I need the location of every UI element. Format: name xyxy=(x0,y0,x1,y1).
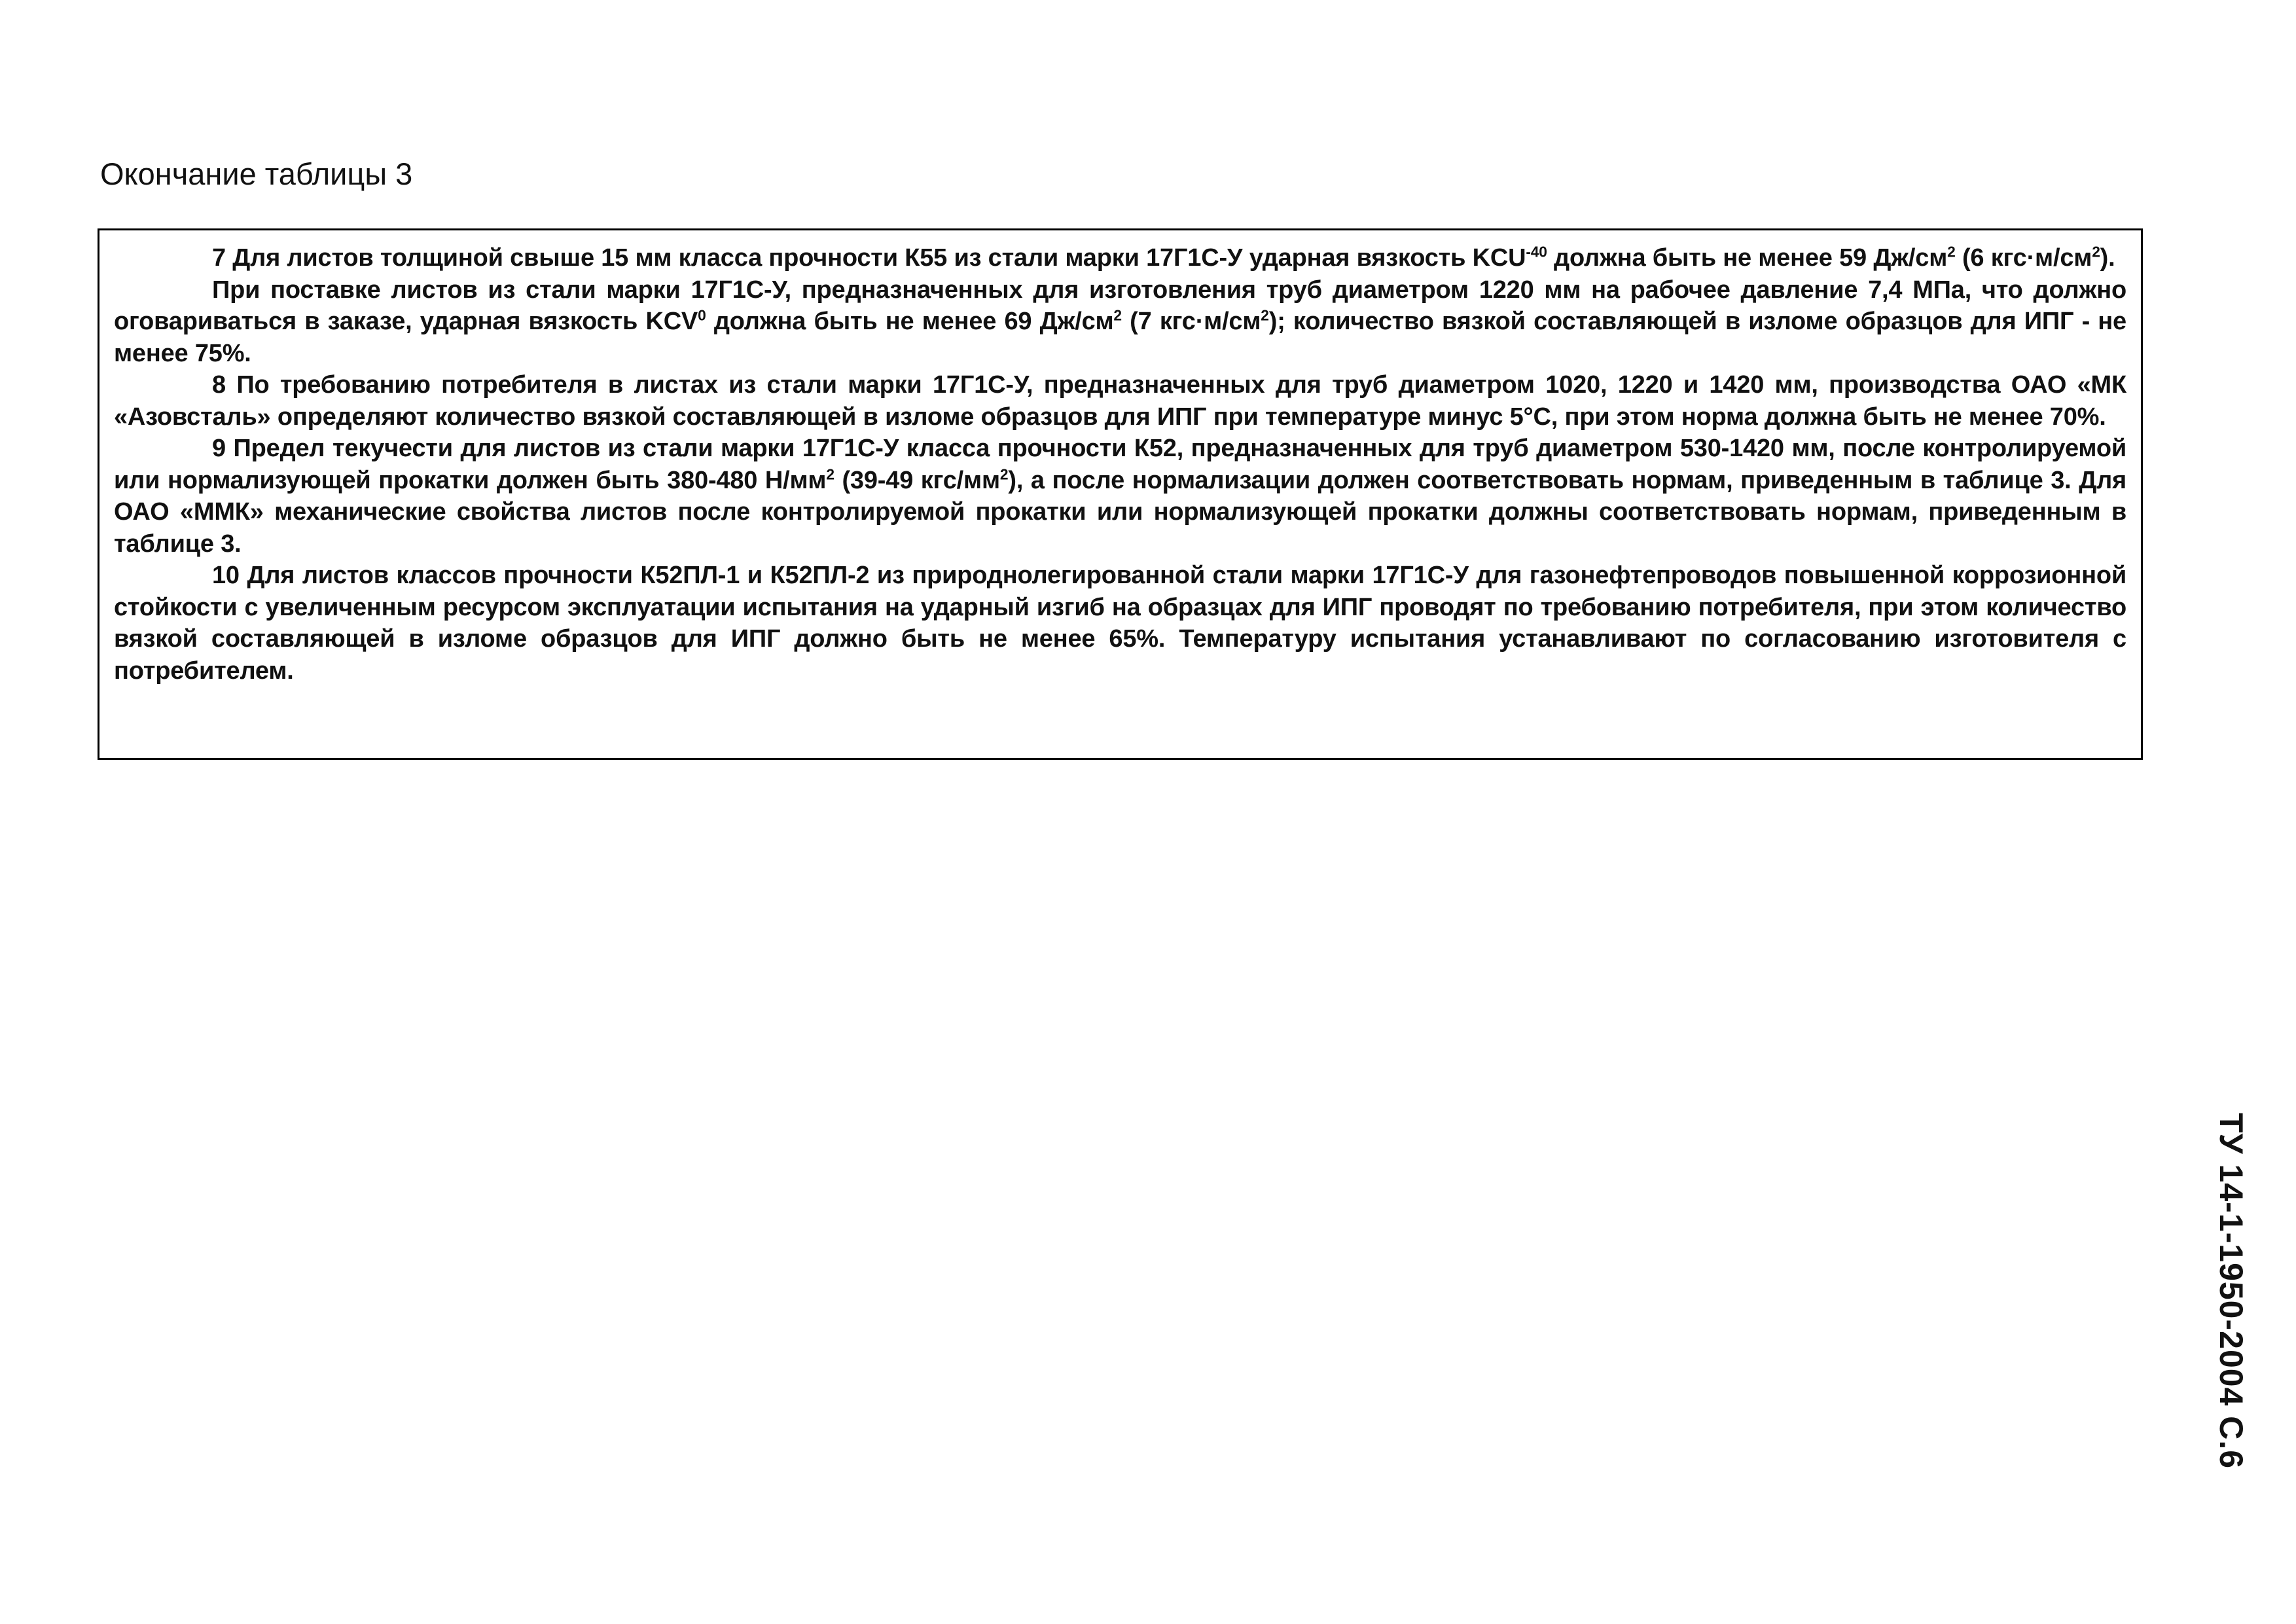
note-text: 9 Предел текучести для листов из стали марки 17Г1С-У класса прочности К52, предназначенных для труб диаметром 530-1420 мм, после контролируемой или нормализующей прокатки должен быть 380-480 Н/мм xyxy=(114,435,2126,494)
table-notes-box xyxy=(98,228,2143,760)
note-7b-paragraph xyxy=(114,274,2126,370)
note-text: ); количество вязкой составляющей в изломе образцов для ИПГ - не менее 75%. xyxy=(114,308,2126,367)
note-text: ), а после нормализации должен соответствовать нормам, приведенным в таблице 3. Для ОАО «ММК» механические свойства листов после контролируемой прокатки или нормализующей прокатки должны соответствовать нормам, приведенным в таблице 3. xyxy=(114,466,2126,558)
note-7-paragraph xyxy=(114,242,2126,274)
superscript: 2 xyxy=(2092,243,2100,261)
note-text: 10 Для листов классов прочности К52ПЛ-1 и К52ПЛ-2 из природнолегированной стали марки 17Г1С-У для газонефтепроводов повышенной коррозионной стойкости с увеличенным ресурсом эксплуатации испытания на ударный изгиб на образцах для ИПГ проводят по требованию потребителя, при этом количество вязкой составляющей в изломе образцов для ИПГ должно быть не менее 65%. Температуру испытания устанавливают по согласованию изготовителя с потребителем. xyxy=(114,562,2126,685)
superscript: 2 xyxy=(1947,243,1956,261)
note-9-paragraph xyxy=(114,433,2126,560)
note-text: При поставке листов из стали марки 17Г1С-У, предназначенных для изготовления труб диаметром 1220 мм на рабочее давление 7,4 МПа, что должно оговариваться в заказе, ударная вязкость KCV xyxy=(114,276,2126,335)
note-10-paragraph xyxy=(114,560,2126,687)
note-text: (39-49 кгс/мм xyxy=(834,466,1000,494)
superscript: 2 xyxy=(1261,306,1269,324)
note-text: (6 кгс·м/см xyxy=(1955,244,2092,272)
table-continuation-heading: Окончание таблицы 3 xyxy=(100,156,413,191)
superscript: 2 xyxy=(1113,306,1122,324)
superscript: -40 xyxy=(1526,243,1547,261)
note-text: (7 кгс·м/см xyxy=(1121,308,1261,335)
document-code-page-number: ТУ 14-1-1950-2004 С.6 xyxy=(2213,1113,2250,1470)
note-text: должна быть не менее 69 Дж/см xyxy=(706,308,1114,335)
note-text: должна быть не менее 59 Дж/см xyxy=(1547,244,1948,272)
superscript: 2 xyxy=(999,465,1009,482)
superscript: 2 xyxy=(826,465,834,482)
superscript: 0 xyxy=(698,306,706,324)
note-text: 7 Для листов толщиной свыше 15 мм класса прочности К55 из стали марки 17Г1С-У ударная вязкость KCU xyxy=(212,244,1526,272)
note-text: 8 По требованию потребителя в листах из стали марки 17Г1С-У, предназначенных для труб диаметром 1020, 1220 и 1420 мм, производства ОАО «МК «Азовсталь» определяют количество вязкой составляющей в изломе образцов для ИПГ при температуре минус 5°С, при этом норма должна быть не менее 70%. xyxy=(114,371,2126,431)
note-8-paragraph xyxy=(114,369,2126,433)
note-text: ). xyxy=(2100,244,2115,272)
